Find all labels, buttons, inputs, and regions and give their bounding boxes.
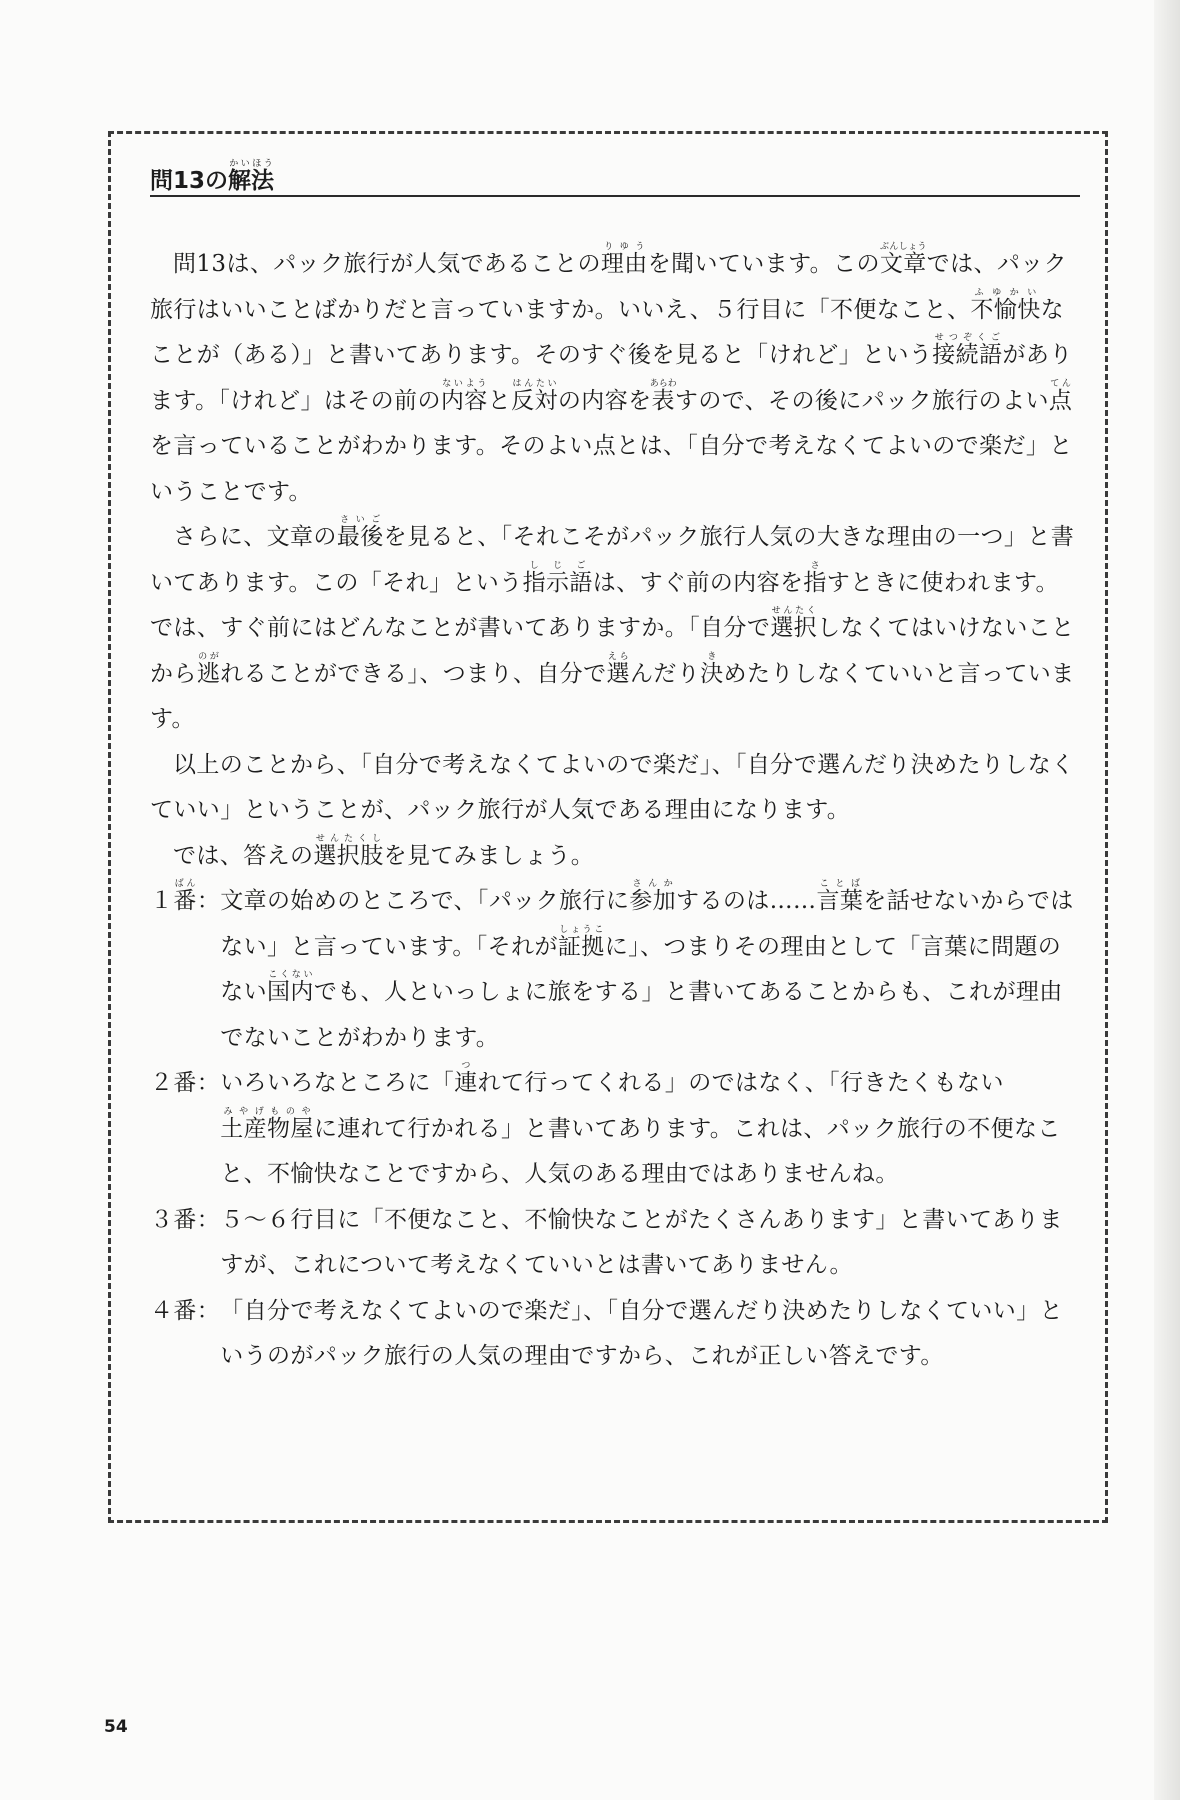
ruby-reading: みやげものや	[220, 1106, 314, 1117]
text-run: れることができる」、つまり、自分で	[220, 660, 607, 687]
ruby-base: 指	[803, 569, 827, 596]
ruby-word	[816, 879, 864, 914]
ruby-reading: せんたく	[770, 606, 818, 616]
paragraph	[150, 743, 1080, 834]
text-run: と	[487, 387, 512, 414]
ruby-base: 最後	[336, 524, 384, 550]
ruby-word	[606, 651, 630, 687]
ruby-word	[173, 879, 197, 914]
ruby-base: 不愉快	[970, 296, 1041, 323]
text-run: れて行ってくれる」のではなく、「行きたくもない	[477, 1070, 1004, 1096]
answer-explanation	[220, 1198, 1080, 1289]
text-run: ５～６行目に「不便なこと、不愉快なことがたくさんあります」と書いてありますが、これについて考えなくていいとは書いてありません。	[220, 1206, 1063, 1278]
ruby-word	[649, 378, 677, 414]
text-run: を聞いています。この	[647, 251, 880, 277]
ruby-base: 土産物屋	[220, 1115, 314, 1142]
ruby-reading: しじご	[522, 560, 593, 571]
ruby-base: 国内	[267, 979, 314, 1005]
ruby-word	[879, 242, 927, 277]
ruby-reading: こくない	[267, 970, 314, 980]
text-run: 以上のことから、「自分で考えなくてよいので楽だ」、「自分で選んだり決めたりしなくていい」ということが、パック旅行が人気である理由になります。	[150, 751, 1075, 823]
page-edge-shadow	[1154, 0, 1180, 1800]
explanation-body	[150, 242, 1080, 1380]
answer-number	[150, 1061, 220, 1198]
ruby-reading: ないよう	[440, 378, 488, 389]
ruby-word	[700, 651, 724, 687]
ruby-base: 接続語	[932, 342, 1003, 368]
ruby-word	[629, 879, 677, 914]
text-run: に」、つまりその理由として「言葉に問題のない	[220, 933, 1062, 1005]
answer-explanation	[220, 1289, 1080, 1380]
ruby-word	[336, 515, 384, 550]
text-run: を見ると、「それこそがパック旅行人気の大きな理由の一つ」と書いてあります。この「それ」という	[150, 524, 1075, 596]
text-run: 問13は、パック旅行が人気であることの	[173, 251, 601, 277]
ruby-base: 連	[454, 1070, 478, 1096]
ruby-reading: せつぞくご	[932, 333, 1003, 343]
ruby-reading: てん	[1048, 378, 1073, 389]
ruby-reading: き	[700, 651, 724, 662]
paragraph	[150, 515, 1080, 743]
ruby-reading: ことば	[816, 879, 864, 889]
text-run: 文章の始めのところで、「パック旅行に	[220, 888, 630, 914]
ruby-base: 番	[173, 888, 197, 914]
text-run: するのは……	[676, 888, 817, 914]
text-run: んだり	[629, 660, 701, 687]
ruby-word	[440, 378, 488, 414]
answer-number	[150, 879, 220, 1061]
ruby-word	[803, 560, 827, 596]
ruby-base: 証拠	[557, 933, 605, 960]
ruby-reading: はんたい	[511, 378, 558, 389]
ruby-base: 選択	[770, 615, 818, 641]
text-run: １	[150, 888, 174, 914]
ruby-base: 理由	[600, 251, 648, 277]
ruby-reading: しょうこ	[557, 924, 605, 935]
text-run: でも、人といっしょに旅をする」と書いてあることからも、これが理由でないことがわかります。	[220, 979, 1063, 1051]
text-run: めたりしなくていいと言っています。	[150, 660, 1075, 732]
answer-option	[150, 1198, 1080, 1289]
ruby-reading: ふゆかい	[970, 287, 1041, 298]
text-run: なことが（ある）」と書いてあります。そのすぐ後を見ると「けれど」という	[150, 296, 1064, 368]
answer-number	[150, 1289, 220, 1380]
text-run: すので、その後にパック旅行のよい	[674, 387, 1049, 414]
ruby-base: 反対	[511, 387, 558, 414]
ruby-base: 決	[700, 660, 724, 687]
text-run: を言っていることがわかります。そのよい点とは、「自分で考えなくてよいので楽だ」ということです。	[150, 433, 1073, 505]
text-run: 不便なこと、	[829, 296, 971, 323]
ruby-word	[932, 333, 1003, 368]
ruby-word	[557, 924, 605, 960]
ruby-base: 指示語	[522, 569, 593, 596]
heading-ruby-reading: かいほう	[228, 159, 274, 169]
ruby-reading: えら	[606, 651, 630, 662]
paragraph	[150, 834, 1080, 880]
text-run: の内容を	[557, 387, 652, 414]
text-run: 「自分で考えなくてよいので楽だ」、「自分で選んだり決めたりしなくていい」というのがパック旅行の人気の理由ですから、これが正しい答えです。	[220, 1297, 1064, 1369]
ruby-base: 逃	[196, 660, 221, 687]
ruby-reading: りゆう	[600, 242, 648, 252]
text-run: すときに使われます。では、すぐ前にはどんなことが書いてありますか。「自分で	[150, 569, 1059, 641]
paragraph	[150, 242, 1080, 515]
answer-number	[150, 1198, 220, 1289]
ruby-word	[220, 1106, 314, 1142]
ruby-word	[1048, 378, 1073, 414]
ruby-word	[454, 1061, 478, 1096]
text-run: しなくてはいけないことから	[150, 615, 1075, 687]
text-run: は、すぐ前の内容を	[592, 569, 804, 596]
ruby-base: 表	[649, 387, 677, 414]
ruby-base: 選択肢	[313, 842, 384, 869]
ruby-reading: せんたくし	[313, 833, 384, 844]
heading-prefix: 問13の	[150, 168, 229, 194]
ruby-base: 選	[606, 660, 630, 687]
text-run: を話せないからではない」と言っています。「それが	[220, 888, 1074, 960]
heading-ruby-base: 解法	[228, 168, 275, 194]
ruby-base: 内容	[440, 387, 488, 414]
text-run: いろいろなところに「	[220, 1070, 455, 1096]
ruby-word	[511, 378, 558, 414]
text-run: では、パック旅行はいいことばかりだと言っていますか。いいえ、５行目に「	[150, 251, 1068, 323]
heading-ruby	[228, 159, 275, 194]
text-run: ：	[196, 888, 221, 914]
ruby-reading: のが	[196, 651, 221, 662]
ruby-reading: つ	[454, 1061, 478, 1071]
ruby-word	[770, 606, 818, 641]
ruby-base: 点	[1048, 387, 1073, 414]
text-run: さらに、文章の	[173, 524, 337, 550]
ruby-reading: ばん	[173, 879, 197, 889]
ruby-reading: あらわ	[649, 378, 677, 389]
text-run: では、答えの	[173, 842, 314, 869]
ruby-base: 言葉	[816, 888, 864, 914]
ruby-word	[600, 242, 648, 277]
ruby-word	[196, 651, 221, 687]
ruby-word	[970, 287, 1041, 323]
ruby-base: 文章	[879, 251, 927, 277]
ruby-reading: さいご	[336, 515, 384, 525]
ruby-base: 参加	[629, 888, 677, 914]
page-number: 54	[104, 1717, 128, 1737]
answer-explanation	[220, 1061, 1080, 1198]
ruby-reading: さんか	[629, 879, 677, 889]
ruby-reading: ぶんしょう	[879, 242, 927, 252]
text-run: ２番：	[150, 1070, 221, 1096]
ruby-word	[522, 560, 593, 596]
text-run: に連れて行かれる」と書いてあります。これは、パック旅行の不便なこと、不愉快なことですから、人気のある理由ではありませんね。	[220, 1115, 1061, 1187]
text-run: があります。「けれど」はその前の	[150, 342, 1073, 414]
text-run: ４番：	[150, 1297, 221, 1324]
text-run: を見てみましょう。	[383, 842, 595, 869]
ruby-reading: さ	[803, 560, 827, 571]
ruby-word	[313, 833, 384, 869]
answer-option	[150, 1289, 1080, 1380]
answer-explanation	[220, 879, 1080, 1061]
section-heading	[150, 159, 1080, 197]
text-run: ３番：	[150, 1206, 221, 1233]
ruby-word	[267, 970, 314, 1005]
answer-option	[150, 879, 1080, 1061]
answer-option	[150, 1061, 1080, 1198]
